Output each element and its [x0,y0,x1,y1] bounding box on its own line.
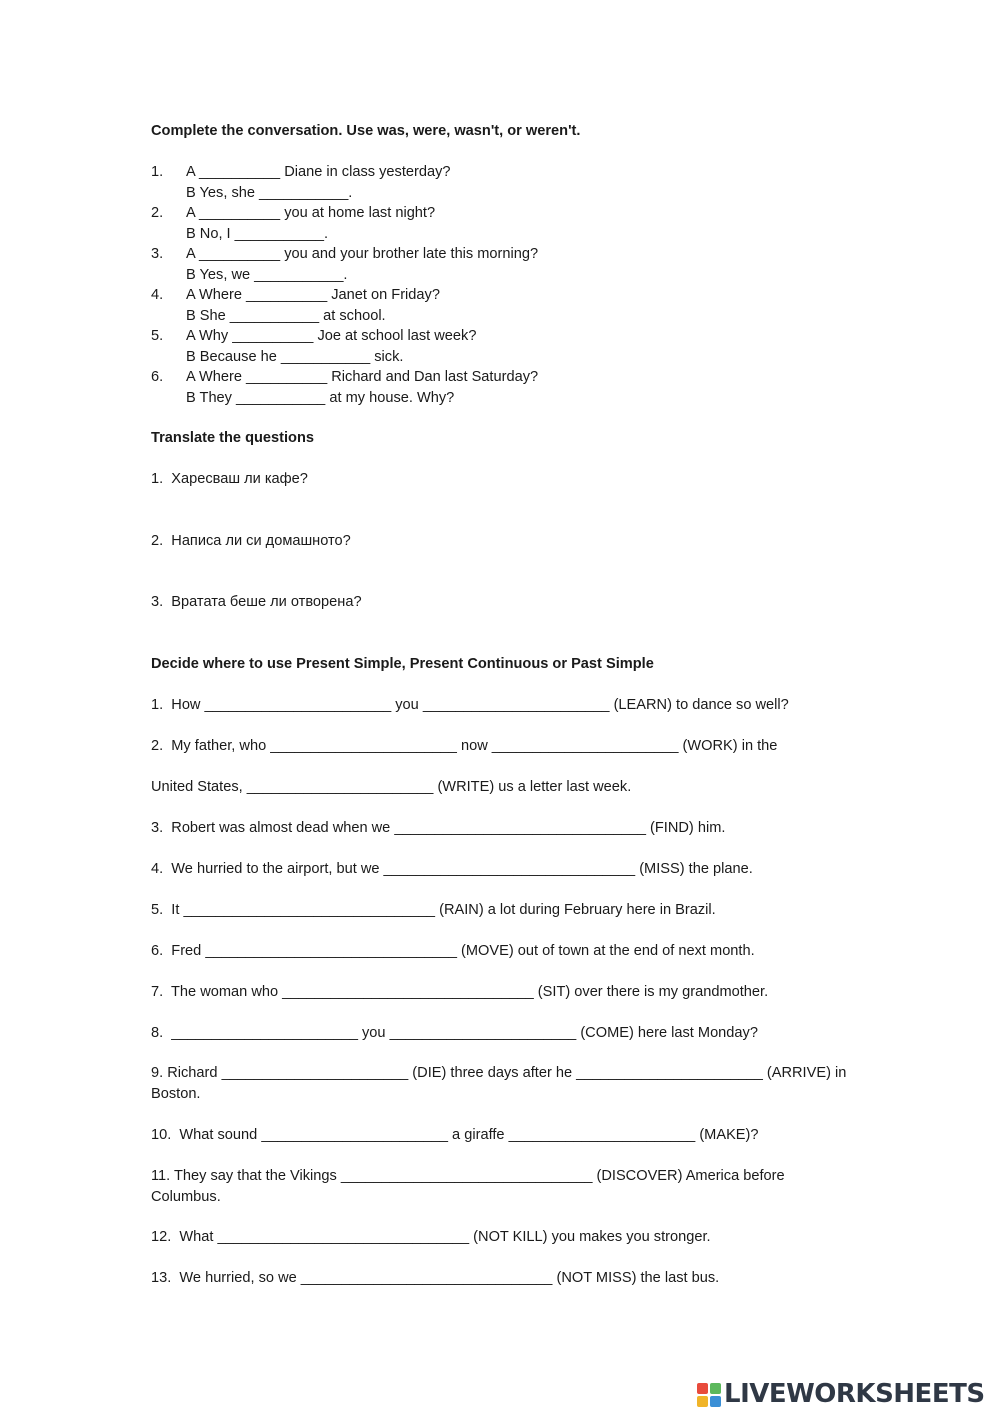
item-number: 5. [151,328,164,344]
exercise-item: 3. Robert was almost dead when we _______________________________ (FIND) him. [151,820,726,836]
exercise-item: 4. We hurried to the airport, but we _______________________________ (MISS) the plane. [151,861,753,877]
question-a: A __________ you at home last night? [186,205,436,221]
answer-b: B Because he ___________ sick. [186,349,404,365]
liveworksheets-mark-icon [697,1383,721,1407]
answer-b: B Yes, she ___________. [186,185,353,201]
question-a: A Where __________ Janet on Friday? [186,287,440,303]
exercise-item: 5. It _______________________________ (RAIN) a lot during February here in Brazil. [151,902,716,918]
question-a: A Where __________ Richard and Dan last Saturday? [186,369,539,385]
section1-heading: Complete the conversation. Use was, were, wasn't, or weren't. [151,123,581,139]
item-number: 2. [151,205,164,221]
exercise-item: 2. My father, who _______________________ now _______________________ (WORK) in the [151,738,778,754]
item-number: 3. [151,246,164,262]
translate-item: 3. Вратата беше ли отворена? [151,594,362,610]
answer-b: B No, I ___________. [186,226,328,242]
exercise-item: 1. How _______________________ you _______________________ (LEARN) to dance so well? [151,697,789,713]
liveworksheets-logo [697,1379,997,1409]
exercise-item: United States, _______________________ (WRITE) us a letter last week. [151,779,632,795]
answer-b: B She ___________ at school. [186,308,386,324]
exercise-item: 11. They say that the Vikings _______________________________ (DISCOVER) America before Columbus. [151,1168,785,1205]
answer-b: B Yes, we ___________. [186,267,348,283]
exercise-item: 8. _______________________ you _______________________ (COME) here last Monday? [151,1025,758,1041]
question-a: A Why __________ Joe at school last week? [186,328,477,344]
translate-item: 1. Харесваш ли кафе? [151,471,308,487]
question-a: A __________ Diane in class yesterday? [186,164,451,180]
exercise-item: 6. Fred _______________________________ (MOVE) out of town at the end of next month. [151,943,755,959]
brand-name: LIVEWORKSHEETS [724,1379,985,1409]
exercise-item: 9. Richard _______________________ (DIE) three days after he _______________________ (ARRIVE) in Boston. [151,1065,847,1102]
exercise-item: 7. The woman who _______________________________ (SIT) over there is my grandmother. [151,984,769,1000]
item-number: 4. [151,287,164,303]
item-number: 1. [151,164,164,180]
translate-item: 2. Написа ли си домашното? [151,533,351,549]
answer-b: B They ___________ at my house. Why? [186,390,455,406]
question-a: A __________ you and your brother late this morning? [186,246,539,262]
exercise-item: 10. What sound _______________________ a giraffe _______________________ (MAKE)? [151,1127,759,1143]
exercise-item: 12. What _______________________________ (NOT KILL) you makes you stronger. [151,1229,711,1245]
exercise-item: 13. We hurried, so we _______________________________ (NOT MISS) the last bus. [151,1270,720,1286]
section2-heading: Translate the questions [151,430,315,446]
section3-heading: Decide where to use Present Simple, Present Continuous or Past Simple [151,656,654,672]
item-number: 6. [151,369,164,385]
